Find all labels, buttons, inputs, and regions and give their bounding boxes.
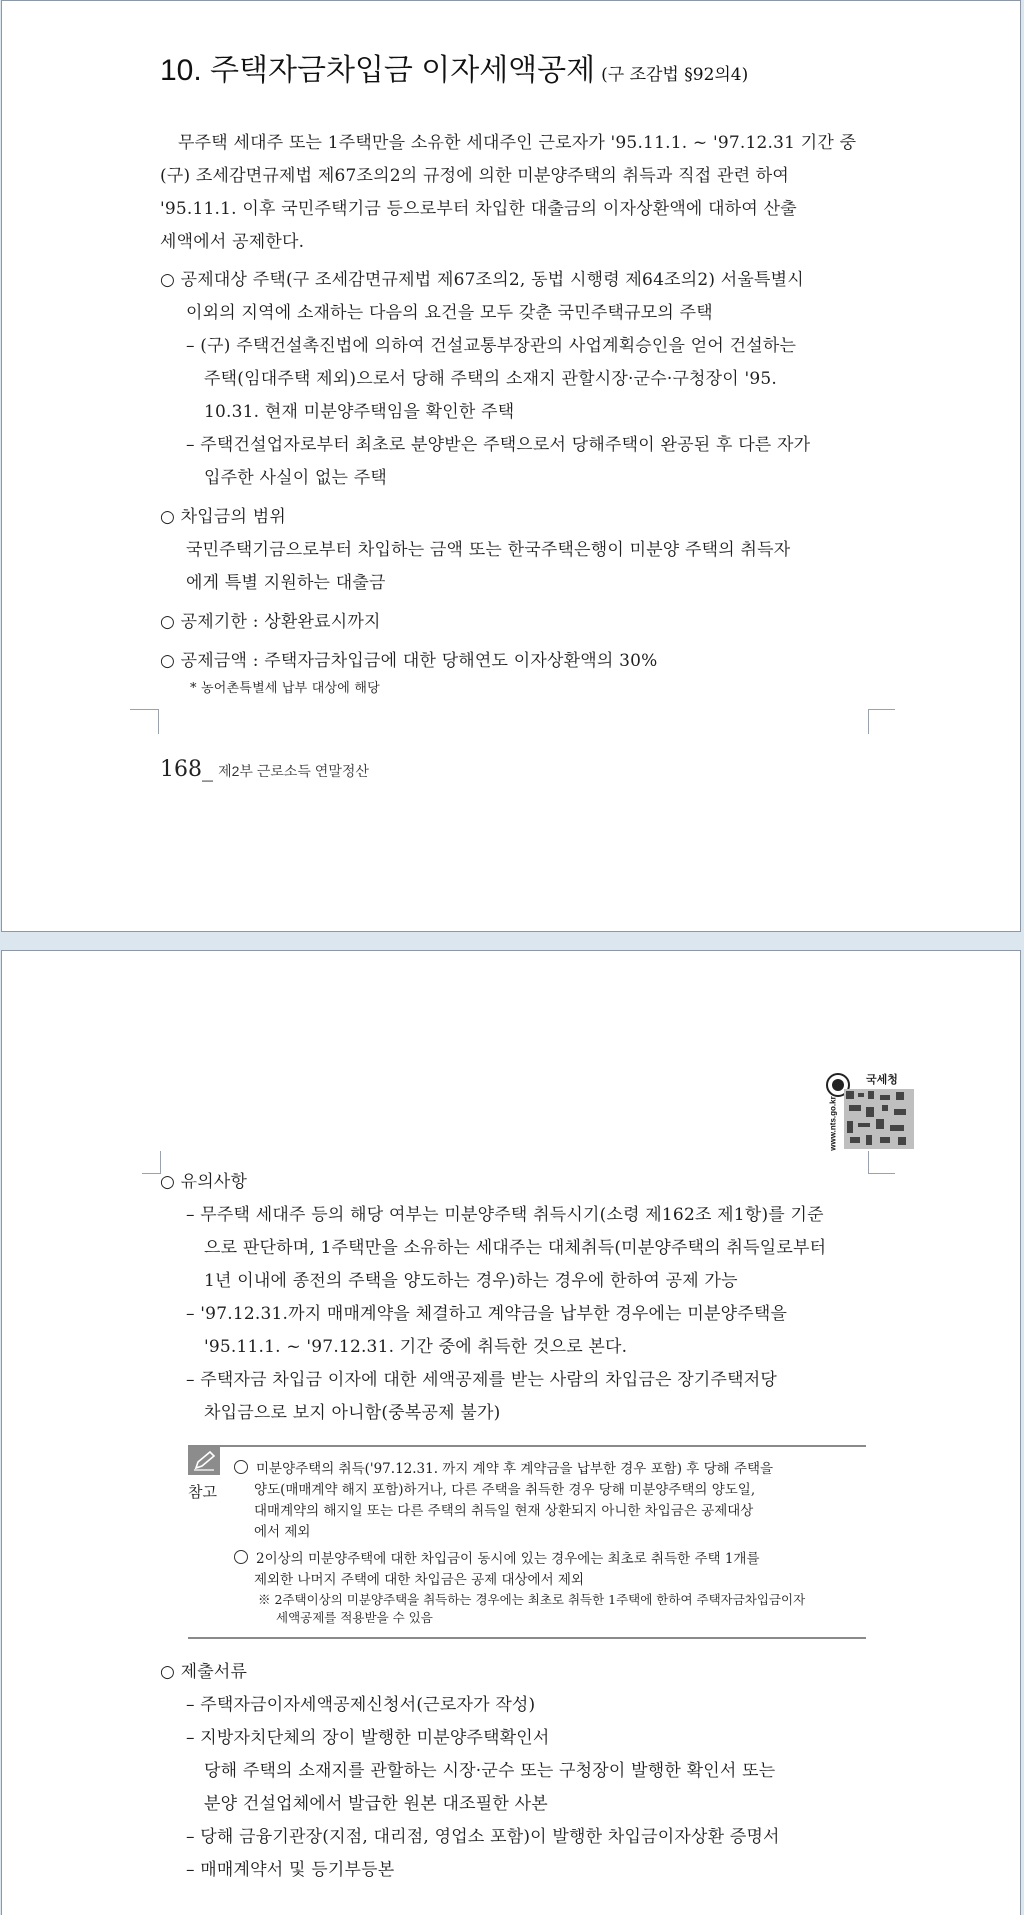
notes-section [160, 1166, 826, 1430]
document-page-2 [1, 950, 1021, 1915]
reference-line: 미분양주택의 취득('97.12.31. 까지 계약 후 계약금을 납부한 경우 포함) 후 당해 주택을 [256, 1461, 774, 1477]
reference-line: 대매계약의 해지일 또는 다른 주택의 취득일 현재 상환되지 아니한 차입금은 공제대상 [254, 1503, 754, 1519]
item-target-house: ○ 공제대상 주택(구 조세감면규제법 제67조의2, 동법 시행령 제64조의2) 서울특별시 [160, 270, 804, 290]
nts-stamp-url: www.nts.go.kr [828, 1096, 838, 1151]
reference-line: 양도(매매계약 해지 포함)하거나, 다른 주택을 취득한 경우 당해 미분양주택의 양도일, [254, 1482, 756, 1498]
section-title-main: 10. 주택자금차입금 이자세액공제 [160, 54, 596, 87]
item-amount: ○ 공제금액 : 주택자금차입금에 대한 당해연도 이자상환액의 30% [160, 651, 658, 671]
notes-line: – 주택자금 차입금 이자에 대한 세액공제를 받는 사람의 차입금은 장기주택저당 [186, 1370, 778, 1390]
section-title-subtitle: (구 조감법 §92의4) [601, 65, 749, 85]
item-line: 국민주택기금으로부터 차입하는 금액 또는 한국주택은행이 미분양 주택의 취득자 [186, 540, 791, 560]
nts-stamp-label: 국세청 [866, 1074, 898, 1086]
documents-line: – 지방자치단체의 장이 발행한 미분양주택확인서 [186, 1728, 550, 1748]
deduction-items [160, 264, 810, 700]
reference-line: 에서 제외 [254, 1524, 311, 1540]
reference-footnote: ※ 2주택이상의 미분양주택을 취득하는 경우에는 최초로 취득한 1주택에 한하여 주택자금차입금이자 [258, 1592, 806, 1607]
crop-mark [142, 1151, 161, 1174]
notes-line: – '97.12.31.까지 매매계약을 체결하고 계약금을 납부한 경우에는 미분양주택을 [186, 1304, 788, 1324]
intro-line: (구) 조세감면규제법 제67조의2의 규정에 의한 미분양주택의 취득과 직접 관련 하여 [160, 166, 790, 186]
notes-line: 차입금으로 보지 아니함(중복공제 불가) [204, 1403, 501, 1423]
documents-heading: ○ 제출서류 [160, 1662, 248, 1682]
footer-section: 제2부 근로소득 연말정산 [218, 763, 369, 779]
item-line: 이외의 지역에 소재하는 다음의 요건을 모두 갖춘 국민주택규모의 주택 [186, 303, 713, 323]
page-number: 168_ [160, 757, 213, 782]
section-title [160, 45, 748, 89]
documents-line: 당해 주택의 소재지를 관할하는 시장·군수 또는 구청장이 발행한 확인서 또는 [204, 1761, 776, 1781]
item-line: 입주한 사실이 없는 주택 [204, 468, 388, 488]
page-footer [160, 757, 369, 782]
item-loan-range: ○ 차입금의 범위 [160, 507, 286, 527]
bullet-circle-icon [234, 1550, 248, 1564]
documents-line: 분양 건설업체에서 발급한 원본 대조필한 사본 [204, 1794, 548, 1814]
bullet-circle-icon [234, 1460, 248, 1474]
notes-line: – 무주택 세대주 등의 해당 여부는 미분양주택 취득시기(소령 제162조 제1항)를 기준 [186, 1205, 824, 1225]
documents-section [160, 1656, 780, 1887]
reference-label: 참고 [188, 1483, 217, 1501]
item-sub-line: – (구) 주택건설촉진법에 의하여 건설교통부장관의 사업계획승인을 얻어 건설하는 [186, 336, 797, 356]
intro-paragraph [160, 127, 856, 259]
reference-box-bottom-rule [188, 1637, 866, 1639]
reference-box-top-rule [188, 1445, 866, 1447]
pencil-icon [188, 1447, 220, 1475]
item-sub-line: – 주택건설업자로부터 최초로 분양받은 주택으로서 당해주택이 완공된 후 다른 자가 [186, 435, 811, 455]
item-note: * 농어촌특별세 납부 대상에 해당 [190, 681, 380, 696]
intro-line: 세액에서 공제한다. [160, 232, 305, 252]
intro-line: '95.11.1. 이후 국민주택기금 등으로부터 차입한 대출금의 이자상환액에 대하여 산출 [160, 199, 797, 219]
documents-line: – 주택자금이자세액공제신청서(근로자가 작성) [186, 1695, 536, 1715]
notes-line: 1년 이내에 종전의 주택을 양도하는 경우)하는 경우에 한하여 공제 가능 [204, 1271, 738, 1291]
crop-mark [868, 709, 895, 734]
intro-line: 무주택 세대주 또는 1주택만을 소유한 세대주인 근로자가 '95.11.1. ~ '97.12.31 기간 중 [178, 133, 857, 153]
crop-mark [130, 709, 159, 734]
documents-line: – 당해 금융기관장(지점, 대리점, 영업소 포함)이 발행한 차입금이자상환 증명서 [186, 1827, 780, 1847]
crop-mark [868, 1151, 895, 1174]
reference-line: 2이상의 미분양주택에 대한 차입금이 동시에 있는 경우에는 최초로 취득한 주택 1개를 [256, 1551, 760, 1567]
reference-text [234, 1459, 805, 1627]
notes-line: '95.11.1. ~ '97.12.31. 기간 중에 취득한 것으로 본다. [204, 1337, 628, 1357]
nts-stamp [824, 1071, 916, 1151]
reference-footnote: 세액공제를 적용받을 수 있음 [276, 1610, 433, 1625]
item-line: 주택(임대주택 제외)으로서 당해 주택의 소재지 관할시장·군수·구청장이 '95. [204, 369, 778, 389]
item-line: 에게 특별 지원하는 대출금 [186, 573, 386, 593]
reference-line: 제외한 나머지 주택에 대한 차입금은 공제 대상에서 제외 [254, 1572, 584, 1588]
documents-line: – 매매계약서 및 등기부등본 [186, 1860, 395, 1880]
document-page-1 [1, 0, 1021, 932]
item-deadline: ○ 공제기한 : 상환완료시까지 [160, 612, 381, 632]
item-line: 10.31. 현재 미분양주택임을 확인한 주택 [204, 402, 515, 422]
notes-heading: ○ 유의사항 [160, 1172, 248, 1192]
notes-line: 으로 판단하며, 1주택만을 소유하는 세대주는 대체취득(미분양주택의 취득일로부터 [204, 1238, 827, 1258]
